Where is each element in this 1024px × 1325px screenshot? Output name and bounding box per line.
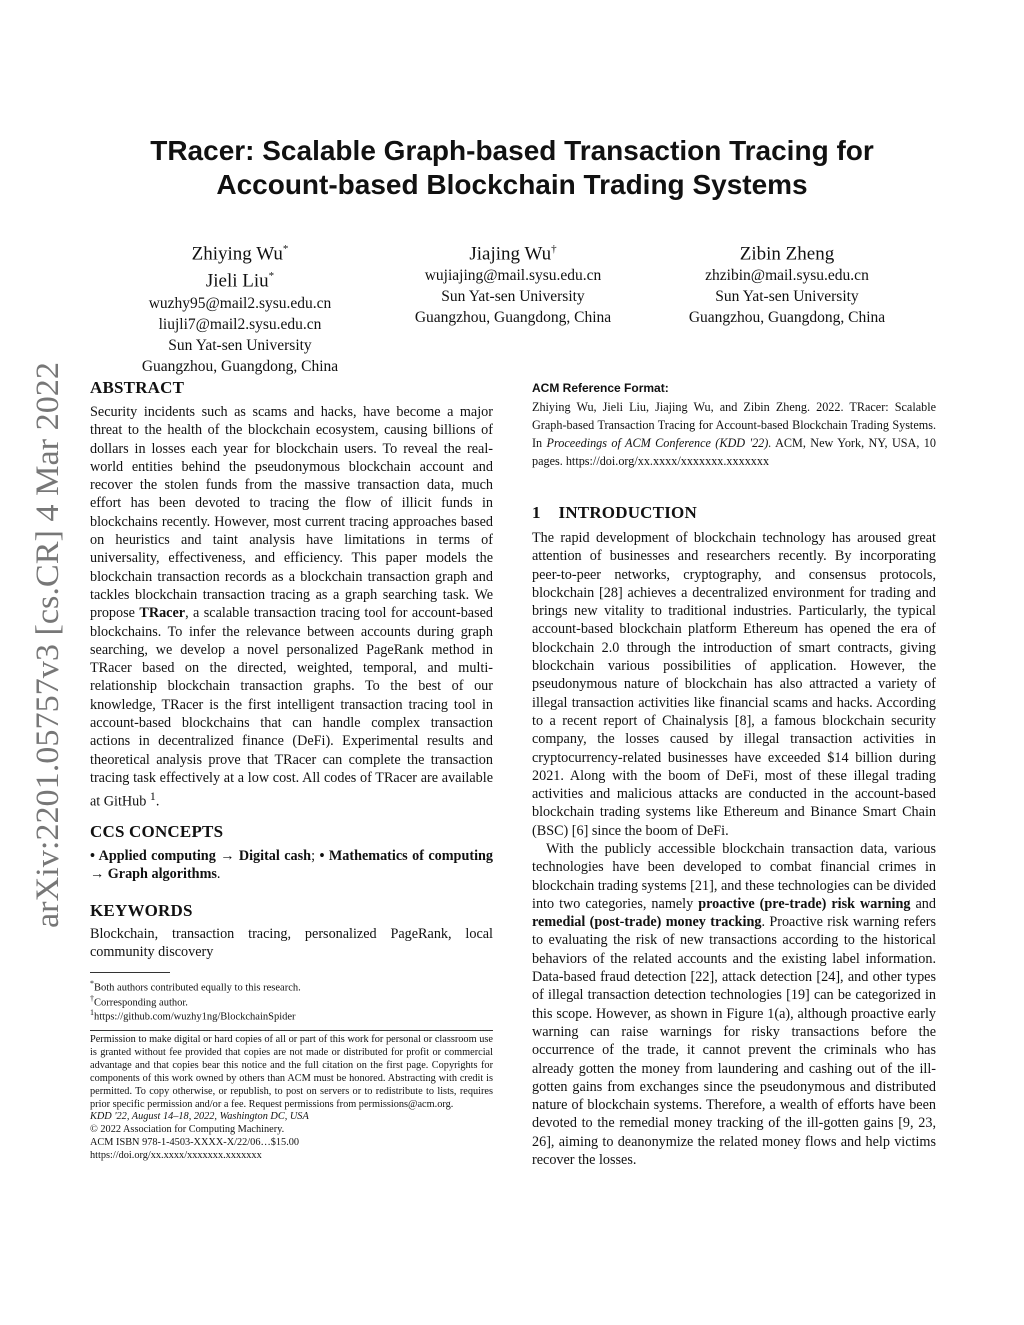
author-name: Jiajing Wu†	[469, 243, 557, 265]
author-email[interactable]: wujiajing@mail.sysu.edu.cn	[424, 267, 602, 285]
permission-block	[90, 1034, 493, 1163]
author-name: Jieli Liu*	[205, 270, 275, 292]
author-affiliation: Sun Yat-sen University	[168, 336, 312, 354]
footnote-link[interactable]: $^1$https://github.com/wuzhy1ng/BlockchainSpider	[90, 1008, 296, 1023]
introduction-paragraph-2: With the publicly accessible blockchain transaction data, various technologies have been developed to combat financial crimes in blockchain trading systems [21], and these technologies can be divided into two categories, namely proactive (pre-trade) risk warning and remedial (post-trade) money tracking. Proactive risk warning refers to evaluating the risk of new transactions according to the historical behaviors of the related accounts and the existing label information. Data-based fraud detection [22], attack detection [24], and other types of illegal transaction detection technologies [19] can be categorized in this scope. However, as shown in Figure 1(a), although proactive early warning can raise warnings for risky transactions before the occurrence of the trade, it cannot prevent the criminals who has already gotten the money from laundering and cashing out of the ill-gotten gains from exchanges since the pseudonymous and distributed nature of blockchain systems. Therefore, a wealth of efforts have been devoted to the remedial money tracking of the ill-gotten gains [9, 23, 26], aiming to deanonymize the related money flows and help victims recover the losses.	[532, 841, 937, 1169]
author-email[interactable]: zhzibin@mail.sysu.edu.cn	[705, 267, 869, 285]
author-block-2	[388, 238, 638, 328]
author-email[interactable]: liujli7@mail2.sysu.edu.cn	[158, 315, 322, 333]
author-block-3	[662, 238, 912, 328]
paper-title	[60, 134, 964, 202]
paper-title-line-1: TRacer: Scalable Graph-based Transaction Tracing for	[150, 135, 874, 166]
author-affiliation: Sun Yat-sen University	[715, 288, 859, 306]
author-location: Guangzhou, Guangdong, China	[688, 309, 886, 327]
arxiv-stamp-graphic	[22, 360, 70, 930]
ccs-text: • Applied computing → Digital cash; • Mathematics of computing → Graph algorithms.	[90, 848, 493, 883]
author-affiliation: Sun Yat-sen University	[441, 288, 585, 306]
ccs-heading: CCS CONCEPTS	[90, 822, 224, 841]
author-email[interactable]: wuzhy95@mail2.sysu.edu.cn	[148, 294, 332, 312]
footnote-divider	[90, 972, 170, 973]
author-location: Guangzhou, Guangdong, China	[141, 357, 339, 375]
acm-reference-heading: ACM Reference Format:	[532, 381, 669, 395]
introduction-paragraph-1: The rapid development of blockchain technology has aroused great attention of businesses and researchers recently. By incorporating peer-to-peer networks, cryptography, and consensus protocols, blockchain [28] achieves a decentralized environment for trading and brings new vitality to traditional industries. Particularly, the typical account-based blockchain platform Ethereum has opened the era of blockchain 2.0 through the introduction of smart contracts, giving blockchain various possibilities of application. However, the pseudonymous nature of blockchain has also attracted a variety of illegal transaction activities like financial scams and hacks. According to a recent report of Chainalysis [8], a famous blockchain security company, the losses caused by illegal transaction activities in cryptocurrency-related businesses have exceeded $14 billion during 2021. Along with the boom of DeFi, most of these illegal trading activities and malicious attacks are conducted in the account-based blockchain trading systems like Ethereum and Binance Smart Chain (BSC) [6] since the boom of DeFi.	[532, 530, 936, 839]
introduction-heading: 1 INTRODUCTION	[532, 503, 697, 522]
conference-info: KDD '22, August 14–18, 2022, Washington DC, USA	[90, 1111, 309, 1123]
keywords-text: Blockchain, transaction tracing, personalized PageRank, local community discovery	[90, 926, 493, 961]
arxiv-stamp-text: arXiv:2201.05757v3 [cs.CR] 4 Mar 2022	[30, 381, 66, 928]
abstract-heading: ABSTRACT	[90, 378, 185, 397]
footnote: *Both authors contributed equally to this research.	[90, 979, 301, 994]
permission-divider	[90, 1030, 493, 1031]
abstract-text: Security incidents such as scams and hacks, have become a major threat to the health of the blockchain ecosystem, causing billions of dollars in losses each year for blockchain users. To reveal the real-world entities behind the pseudonymous blockchain account and recover the stolen funds from the massive transaction data, much effort has been devoted to tracing the flow of illicit funds in blockchains recently. However, most current tracing approaches based on heuristics and taint analysis have limitations in terms of universality, effectiveness, and efficiency. This paper models the blockchain transaction records as a blockchain transaction graph and tackles blockchain transaction tracing as a graph searching task. We propose TRacer, a scalable transaction tracing tool for account-based blockchains. To infer the relevance between accounts during graph searching, we develop a novel personalized PageRank method in TRacer based on the directed, weighted, temporal, and multi-relationship blockchain transaction graphs. To the best of our knowledge, TRacer is the first intelligent transaction tracing tool in account-based blockchains that can handle complex transaction actions in decentralized finance (DeFi). Experimental results and theoretical analysis prove that TRacer can complete the transaction tracing task effectively at a low cost. All codes of TRacer are available at GitHub $^1$.	[90, 404, 494, 810]
paper-title-line-2: Account-based Blockchain Trading Systems	[216, 169, 808, 200]
author-location: Guangzhou, Guangdong, China	[414, 309, 612, 327]
acm-reference-text: Zhiying Wu, Jieli Liu, Jiajing Wu, and Zibin Zheng. 2022. TRacer: Scalable Graph-based Transaction Tracing for Account-based Blockchain Trading Systems. In Proceedings of ACM Conference (KDD '22). ACM, New York, NY, USA, 10 pages. https://doi.org/xx.xxxx/xxxxxxx.xxxxxxx	[532, 400, 936, 468]
copyright-line: © 2022 Association for Computing Machinery.	[90, 1124, 285, 1136]
keywords-heading: KEYWORDS	[90, 901, 193, 920]
author-name: Zibin Zheng	[739, 243, 835, 265]
isbn-line: ACM ISBN 978-1-4503-XXXX-X/22/06…$15.00	[90, 1137, 300, 1149]
footnote-ref[interactable]: 1	[149, 789, 156, 804]
doi-link[interactable]: https://doi.org/xx.xxxx/xxxxxxx.xxxxxxx	[90, 1150, 262, 1162]
footnote: †Corresponding author.	[90, 994, 188, 1009]
arxiv-stamp	[22, 360, 70, 930]
author-name: Zhiying Wu*	[191, 243, 289, 265]
author-block-1	[100, 238, 380, 377]
permission-text: Permission to make digital or hard copies of all or part of this work for personal or classroom use is granted without fee provided that copies are not made or distributed for profit or commercial advantage and that copies bear this notice and the full citation on the first page. Copyrights for components of this work owned by others than ACM must be honored. Abstracting with credit is permitted. To copy otherwise, or republish, to post on servers or to redistribute to lists, requires prior specific permission and/or a fee. Request permissions from permissions@acm.org.	[90, 1034, 493, 1110]
